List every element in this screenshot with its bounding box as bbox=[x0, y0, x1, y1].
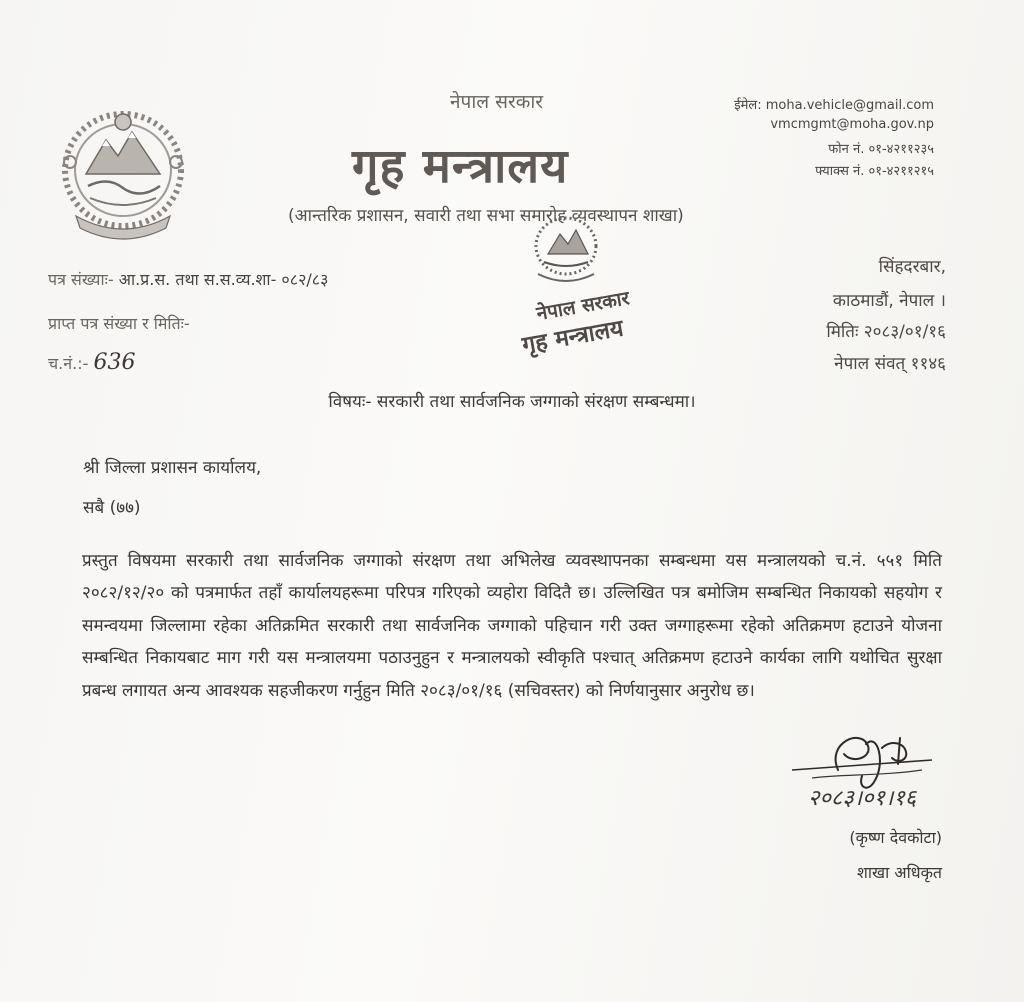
letter-subject: विषयः- सरकारी तथा सार्वजनिक जग्गाको संरक्षण सम्बन्धमा। bbox=[328, 392, 696, 412]
addressee-scope: सबै (७७) bbox=[83, 498, 141, 518]
letter-date: मितिः २०८३/०१/१६ bbox=[826, 322, 946, 342]
nepal-sambat-date: नेपाल संवत् ११४६ bbox=[834, 354, 946, 374]
addressee-office: श्री जिल्ला प्रशासन कार्यालय, bbox=[83, 458, 262, 478]
location-city: काठमाडौं, नेपाल । bbox=[832, 291, 946, 311]
letter-number bbox=[48, 268, 328, 290]
government-name: नेपाल सरकार bbox=[450, 91, 544, 113]
contact-fax: फ्याक्स नं. ०१-४२११२१५ bbox=[815, 164, 934, 179]
contact-email-secondary: vmcmgmt@moha.gov.np bbox=[770, 117, 934, 132]
location-place: सिंहदरबार, bbox=[878, 257, 946, 277]
nepal-emblem-icon bbox=[48, 100, 198, 248]
seal-line1: नेपाल सरकार bbox=[534, 287, 631, 326]
dispatch-number bbox=[48, 350, 135, 375]
seal-line2: गृह मन्त्रालय bbox=[520, 315, 626, 359]
letter-number-value: आ.प्र.स. तथा स.स.व्य.शा- ०८२/८३ bbox=[118, 270, 329, 289]
letter-body: प्रस्तुत विषयमा सरकारी तथा सार्वजनिक जग्गाको संरक्षण तथा अभिलेख व्यवस्थापनका सम्बन्धमा यस मन्त्रालयको च.नं. ५५१ मिति २०८२/१२/२० को पत्रमार्फत तहाँ कार्यालयहरूमा परिपत्र गरिएको व्यहोरा विदितै छ। उल्लिखित पत्र बमोजिम सम्बन्धित निकायको सहयोग र समन्वयमा जिल्लामा रहेका अतिक्रमित सरकारी तथा सार्वजनिक जग्गाको पहिचान गरी उक्त जग्गाहरूमा रहेको अतिक्रमण हटाउने योजना सम्बन्धित निकायबाट माग गरी यस मन्त्रालयमा पठाउनुहुन र मन्त्रालयको स्वीकृति पश्चात् अतिक्रमण हटाउने कार्यका लागि यथोचित सुरक्षा प्रबन्ध लगायत अन्य आवश्यक सहजीकरण गर्नुहुन मिति २०८३/०१/१६ (सचिवस्तर) को निर्णयानुसार अनुरोध छ। bbox=[82, 551, 942, 701]
signer-name: (कृष्ण देवकोटा) bbox=[849, 828, 942, 847]
ministry-seal-icon bbox=[488, 210, 668, 360]
ministry-title: गृह मन्त्रालय bbox=[352, 139, 569, 194]
received-letter-label: प्राप्त पत्र संख्या र मितिः- bbox=[48, 314, 190, 333]
signature-date: २०८३।०१।१६ bbox=[808, 786, 917, 811]
branch-name: (आन्तरिक प्रशासन, सवारी तथा सभा समारोह व्यवस्थापन शाखा) bbox=[288, 206, 684, 226]
signer-designation: शाखा अधिकृत bbox=[857, 863, 942, 882]
received-letter bbox=[48, 312, 190, 334]
contact-email: ईमेल: moha.vehicle@gmail.com bbox=[734, 98, 934, 113]
dispatch-number-value: 636 bbox=[93, 350, 136, 375]
dispatch-number-label: च.नं.:- bbox=[48, 354, 89, 373]
letter-number-label: पत्र संख्याः- bbox=[48, 270, 114, 289]
contact-phone: फोन नं. ०१-४२११२३५ bbox=[828, 142, 934, 157]
